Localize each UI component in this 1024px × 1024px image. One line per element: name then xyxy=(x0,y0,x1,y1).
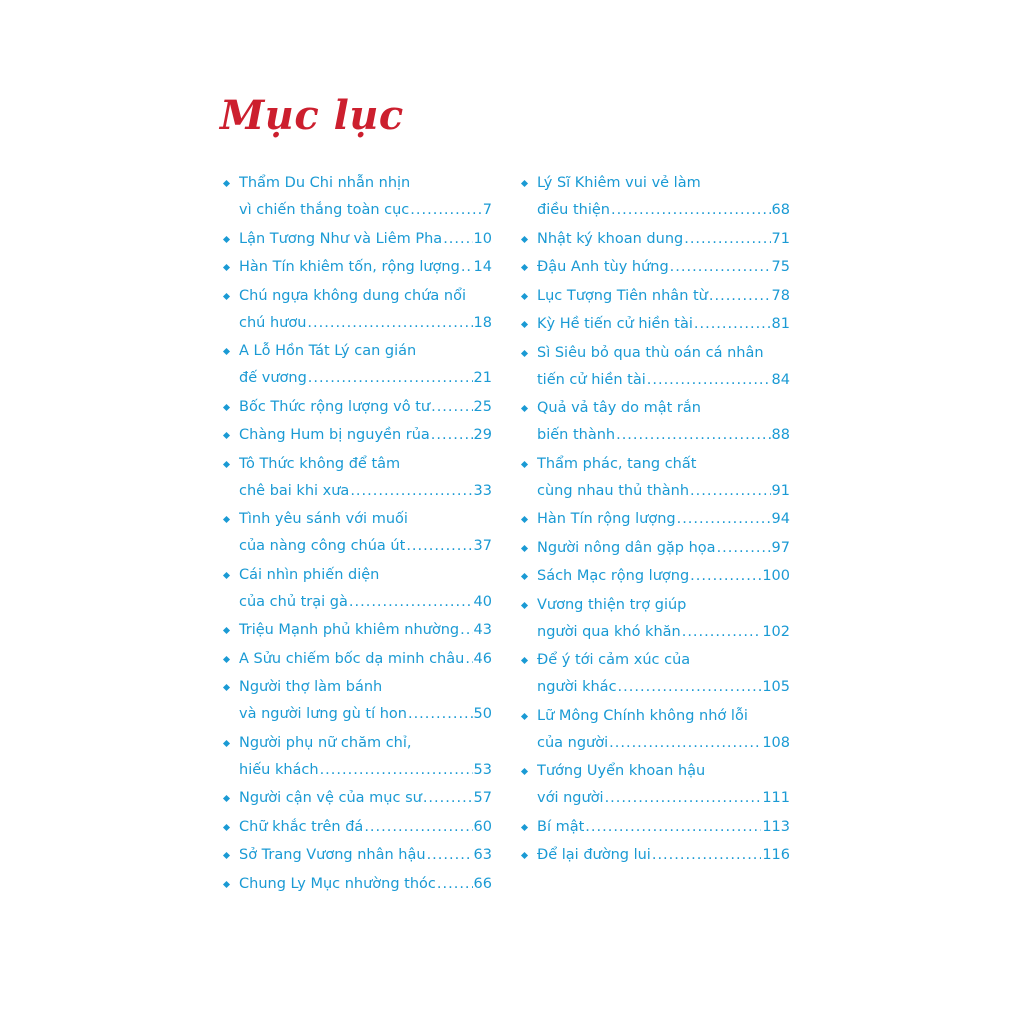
toc-entry-title-line: Để ý tới cảm xúc của xyxy=(537,652,691,668)
toc-entry-title: Kỳ Hề tiến cử hiền tài xyxy=(537,316,693,332)
toc-entry-title: Để lại đường lui xyxy=(537,847,651,863)
dot-leader xyxy=(609,730,761,757)
toc-entry-leader-line xyxy=(239,310,492,337)
toc-entry-leader-line xyxy=(239,254,492,281)
dot-leader xyxy=(585,814,761,841)
toc-entry-page-number: 88 xyxy=(771,427,790,443)
diamond-bullet-icon xyxy=(223,292,230,299)
toc-entry xyxy=(520,340,790,394)
diamond-bullet-icon xyxy=(223,432,230,439)
toc-entry-leader-line xyxy=(537,563,790,590)
diamond-bullet-icon xyxy=(223,739,230,746)
dot-leader xyxy=(717,535,771,562)
toc-entry-leader-line xyxy=(537,842,790,869)
dot-leader xyxy=(605,785,762,812)
toc-entry-title: với người xyxy=(537,790,604,806)
diamond-bullet-icon xyxy=(223,852,230,859)
toc-entry xyxy=(520,563,790,590)
toc-entry xyxy=(222,646,492,673)
toc-entry-page-number: 43 xyxy=(473,622,492,638)
toc-entry-page-number: 97 xyxy=(771,539,790,556)
toc-entry xyxy=(222,842,492,869)
diamond-bullet-icon xyxy=(521,321,528,328)
toc-entry-leader-line xyxy=(239,478,492,505)
toc-entry-title: vì chiến thắng toàn cục xyxy=(239,202,410,218)
toc-entry-leader-line xyxy=(537,367,790,394)
diamond-bullet-icon xyxy=(521,544,528,551)
toc-entry xyxy=(222,338,492,392)
diamond-bullet-icon xyxy=(223,571,230,578)
diamond-bullet-icon xyxy=(521,460,528,467)
diamond-bullet-icon xyxy=(223,348,230,355)
toc-entry-leader-line xyxy=(239,422,492,449)
toc-entry-leader-line xyxy=(537,422,790,449)
toc-entry-title: biến thành xyxy=(537,427,616,443)
toc-entry-title: Bí mật xyxy=(537,818,585,835)
toc-entry-leader-line xyxy=(239,197,492,224)
dot-leader xyxy=(437,871,473,898)
toc-entry xyxy=(520,535,790,562)
toc-entry-leader-line xyxy=(239,533,492,560)
toc-entry-leader-line xyxy=(537,478,790,505)
dot-leader xyxy=(349,589,473,616)
toc-entry-leader-line xyxy=(239,589,492,616)
toc-entry-leader-line xyxy=(537,311,790,338)
diamond-bullet-icon xyxy=(521,768,528,775)
diamond-bullet-icon xyxy=(521,823,528,830)
dot-leader xyxy=(694,311,771,338)
dot-leader xyxy=(709,283,771,310)
toc-entry-title: Triệu Mạnh phủ khiêm nhường xyxy=(239,622,460,638)
dot-leader xyxy=(690,478,771,505)
diamond-bullet-icon xyxy=(521,657,528,664)
diamond-bullet-icon xyxy=(223,655,230,662)
diamond-bullet-icon xyxy=(521,516,528,523)
toc-entry-title-line: Người thợ làm bánh xyxy=(239,679,383,695)
toc-entry-leader-line xyxy=(239,785,492,812)
toc-entry xyxy=(222,226,492,253)
dot-leader xyxy=(427,842,473,869)
toc-entry-leader-line xyxy=(537,674,790,701)
toc-entry xyxy=(222,814,492,841)
toc-entry-title-line: Cái nhìn phiến diện xyxy=(239,566,380,583)
toc-entry xyxy=(222,170,492,224)
toc-entry-page-number: 40 xyxy=(473,593,492,610)
dot-leader xyxy=(431,422,473,449)
toc-entry-title-line: Lữ Mông Chính không nhớ lỗi xyxy=(537,707,748,724)
toc-entry-leader-line xyxy=(239,814,492,841)
toc-entry-leader-line xyxy=(239,701,492,728)
dot-leader xyxy=(460,617,472,644)
dot-leader xyxy=(647,367,771,394)
toc-entry-page-number: 21 xyxy=(473,370,492,386)
toc-entry-title: A Sửu chiếm bốc dạ minh châu xyxy=(239,650,465,667)
toc-entry-page-number: 46 xyxy=(473,650,492,667)
diamond-bullet-icon xyxy=(521,573,528,580)
diamond-bullet-icon xyxy=(223,684,230,691)
toc-entry-leader-line xyxy=(537,535,790,562)
dot-leader xyxy=(616,422,770,449)
toc-entry xyxy=(222,785,492,812)
dot-leader xyxy=(423,785,473,812)
toc-entry xyxy=(222,254,492,281)
toc-entry-page-number: 100 xyxy=(762,568,790,584)
dot-leader xyxy=(618,674,762,701)
toc-entry-page-number: 91 xyxy=(771,482,790,499)
toc-column-left xyxy=(222,170,492,899)
diamond-bullet-icon xyxy=(521,852,528,859)
toc-entry-title-line: Sì Siêu bỏ qua thù oán cá nhân xyxy=(537,344,764,361)
toc-entry-page-number: 53 xyxy=(473,761,492,778)
toc-entry-page-number: 29 xyxy=(473,427,492,443)
toc-entry-title: Nhật ký khoan dung xyxy=(537,230,684,247)
dot-leader xyxy=(364,814,472,841)
toc-entry-page-number: 60 xyxy=(473,818,492,835)
toc-entry-title: Người nông dân gặp họa xyxy=(537,539,716,556)
toc-entry xyxy=(520,758,790,812)
toc-entry-leader-line xyxy=(239,617,492,644)
toc-entry-page-number: 84 xyxy=(771,371,790,388)
toc-entry-page-number: 78 xyxy=(771,287,790,304)
toc-entry-title: người khác xyxy=(537,679,617,695)
toc-entry xyxy=(222,422,492,449)
toc-entry-page-number: 102 xyxy=(762,623,790,640)
toc-entry-leader-line xyxy=(239,646,492,673)
dot-leader xyxy=(431,394,472,421)
toc-entry xyxy=(520,814,790,841)
toc-entry-title: Lận Tương Như và Liêm Pha xyxy=(239,230,443,247)
toc-entry-title: người qua khó khăn xyxy=(537,623,681,640)
toc-entry-page-number: 105 xyxy=(762,679,790,695)
toc-entry xyxy=(520,395,790,449)
toc-entry-page-number: 33 xyxy=(473,482,492,499)
toc-column-right xyxy=(520,170,790,871)
toc-entry-leader-line xyxy=(239,365,492,392)
diamond-bullet-icon xyxy=(223,880,230,887)
toc-entry-title: Sách Mạc rộng lượng xyxy=(537,568,690,584)
toc-entry-page-number: 7 xyxy=(482,202,492,218)
dot-leader xyxy=(461,254,473,281)
diamond-bullet-icon xyxy=(223,235,230,242)
dot-leader xyxy=(307,310,472,337)
toc-entry-title: Sở Trang Vương nhân hậu xyxy=(239,847,426,863)
toc-entry-page-number: 94 xyxy=(771,511,790,527)
toc-entry-title-line: Người phụ nữ chăm chỉ, xyxy=(239,734,412,751)
toc-entry-page-number: 25 xyxy=(473,398,492,415)
toc-entry-title-line: Lý Sĩ Khiêm vui vẻ làm xyxy=(537,175,701,191)
toc-entry-title-line: Chú ngựa không dung chứa nổi xyxy=(239,287,466,304)
toc-entry-page-number: 108 xyxy=(762,734,790,751)
toc-entry xyxy=(222,451,492,505)
toc-entry-page-number: 57 xyxy=(473,790,492,806)
toc-entry-title: Hàn Tín khiêm tốn, rộng lượng xyxy=(239,259,460,275)
toc-entry-title: của chủ trại gà xyxy=(239,593,348,610)
toc-entry-title: Đậu Anh tùy hứng xyxy=(537,259,669,275)
diamond-bullet-icon xyxy=(521,601,528,608)
diamond-bullet-icon xyxy=(521,405,528,412)
dot-leader xyxy=(410,197,481,224)
dot-leader xyxy=(406,533,472,560)
toc-entry-page-number: 18 xyxy=(473,314,492,331)
toc-entry xyxy=(222,674,492,728)
toc-entry-title-line: Tô Thức không để tâm xyxy=(239,455,401,472)
diamond-bullet-icon xyxy=(223,795,230,802)
diamond-bullet-icon xyxy=(223,627,230,634)
dot-leader xyxy=(408,701,473,728)
dot-leader xyxy=(690,563,761,590)
toc-entry-leader-line xyxy=(537,785,790,812)
toc-entry-title-line: Vương thiện trợ giúp xyxy=(537,596,687,613)
diamond-bullet-icon xyxy=(521,264,528,271)
diamond-bullet-icon xyxy=(521,712,528,719)
toc-entry-leader-line xyxy=(537,226,790,253)
toc-entry xyxy=(520,703,790,757)
toc-entry-page-number: 63 xyxy=(473,847,492,863)
toc-entry-page-number: 10 xyxy=(473,230,492,247)
toc-entry-page-number: 66 xyxy=(473,875,492,892)
toc-entry-title: tiến cử hiền tài xyxy=(537,371,646,388)
toc-entry-page-number: 50 xyxy=(473,706,492,722)
toc-entry xyxy=(520,506,790,533)
diamond-bullet-icon xyxy=(223,403,230,410)
toc-entry xyxy=(520,451,790,505)
toc-entry-page-number: 81 xyxy=(771,316,790,332)
toc-entry-page-number: 14 xyxy=(473,259,492,275)
toc-entry-title: Chàng Hum bị nguyền rủa xyxy=(239,427,430,443)
toc-entry-page-number: 68 xyxy=(771,202,790,218)
page-title: Mục lục xyxy=(220,92,404,139)
toc-entry-title-line: Tướng Uyển khoan hậu xyxy=(537,763,706,779)
dot-leader xyxy=(652,842,761,869)
toc-entry-leader-line xyxy=(537,730,790,757)
toc-entry-title: Chung Ly Mục nhường thóc xyxy=(239,875,436,892)
dot-leader xyxy=(465,646,472,673)
toc-entry-title: chú hươu xyxy=(239,314,307,331)
diamond-bullet-icon xyxy=(521,180,528,187)
toc-entry xyxy=(520,283,790,310)
diamond-bullet-icon xyxy=(521,235,528,242)
toc-entry xyxy=(520,842,790,869)
diamond-bullet-icon xyxy=(223,180,230,187)
toc-entry-title: đế vương xyxy=(239,370,307,386)
toc-entry-title-line: Thẩm Du Chi nhẫn nhịn xyxy=(239,175,411,191)
dot-leader xyxy=(684,226,770,253)
toc-entry xyxy=(520,226,790,253)
dot-leader xyxy=(350,478,472,505)
toc-entry-page-number: 113 xyxy=(762,818,790,835)
toc-entry-title: hiếu khách xyxy=(239,761,319,778)
diamond-bullet-icon xyxy=(223,823,230,830)
diamond-bullet-icon xyxy=(223,516,230,523)
toc-entry xyxy=(520,592,790,646)
toc-entry-title: Bốc Thức rộng lượng vô tư xyxy=(239,398,431,415)
toc-entry-title: điều thiện xyxy=(537,202,610,218)
toc-entry-leader-line xyxy=(537,506,790,533)
toc-entry-title: chê bai khi xưa xyxy=(239,482,350,499)
toc-entry xyxy=(222,283,492,337)
toc-entry-page-number: 111 xyxy=(762,790,790,806)
toc-entry-page-number: 116 xyxy=(762,847,790,863)
toc-entry-leader-line xyxy=(239,394,492,421)
toc-entry-title: Lục Tượng Tiên nhân từ xyxy=(537,287,708,304)
dot-leader xyxy=(320,757,473,784)
toc-entry-title: của người xyxy=(537,734,609,751)
dot-leader xyxy=(443,226,472,253)
toc-entry xyxy=(222,506,492,560)
diamond-bullet-icon xyxy=(223,460,230,467)
toc-entry-title: Người cận vệ của mục sư xyxy=(239,790,422,806)
dot-leader xyxy=(308,365,473,392)
toc-entry xyxy=(222,617,492,644)
toc-entry-title: của nàng công chúa út xyxy=(239,538,406,554)
toc-entry-title: cùng nhau thủ thành xyxy=(537,482,690,499)
dot-leader xyxy=(677,506,771,533)
dot-leader xyxy=(611,197,771,224)
toc-entry-leader-line xyxy=(239,757,492,784)
toc-entry-leader-line xyxy=(537,254,790,281)
toc-entry-leader-line xyxy=(537,283,790,310)
toc-entry-title: Chữ khắc trên đá xyxy=(239,818,364,835)
toc-entry-page-number: 71 xyxy=(771,230,790,247)
toc-entry-title: và người lưng gù tí hon xyxy=(239,706,407,722)
diamond-bullet-icon xyxy=(223,264,230,271)
toc-entry-leader-line xyxy=(239,842,492,869)
toc-entry xyxy=(520,311,790,338)
toc-entry-title: Hàn Tín rộng lượng xyxy=(537,511,676,527)
toc-entry-leader-line xyxy=(239,226,492,253)
toc-entry-page-number: 37 xyxy=(473,538,492,554)
toc-entry-title-line: A Lỗ Hồn Tát Lý can gián xyxy=(239,343,417,359)
dot-leader xyxy=(682,619,762,646)
toc-entry-leader-line xyxy=(537,814,790,841)
toc-entry xyxy=(520,647,790,701)
toc-entry-page-number: 75 xyxy=(771,259,790,275)
toc-entry-title-line: Tình yêu sánh với muối xyxy=(239,511,408,527)
dot-leader xyxy=(670,254,771,281)
toc-entry-title-line: Thẩm phác, tang chất xyxy=(537,455,697,472)
toc-entry xyxy=(520,254,790,281)
toc-entry-leader-line xyxy=(537,197,790,224)
diamond-bullet-icon xyxy=(521,292,528,299)
toc-entry-leader-line xyxy=(239,871,492,898)
toc-entry xyxy=(222,730,492,784)
toc-entry xyxy=(222,871,492,898)
toc-entry xyxy=(520,170,790,224)
toc-entry-title-line: Quả vả tây do mật rắn xyxy=(537,400,701,416)
toc-entry xyxy=(222,394,492,421)
toc-entry-leader-line xyxy=(537,619,790,646)
toc-entry xyxy=(222,562,492,616)
diamond-bullet-icon xyxy=(521,349,528,356)
